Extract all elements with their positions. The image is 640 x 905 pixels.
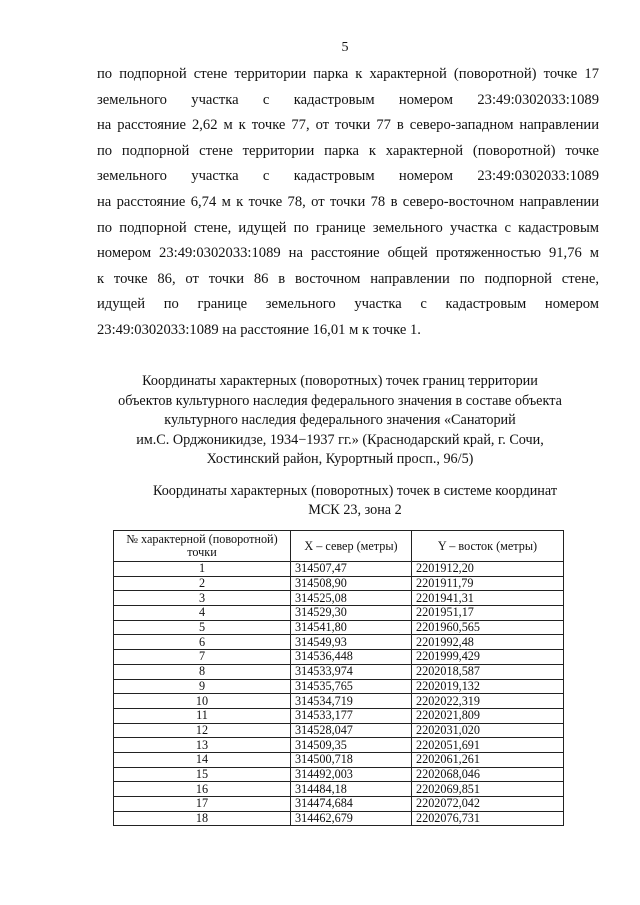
cell-y-east: 2201911,79 bbox=[412, 576, 564, 591]
cell-y-east: 2202072,042 bbox=[412, 797, 564, 812]
cell-point-number: 13 bbox=[114, 738, 291, 753]
cell-y-east: 2202019,132 bbox=[412, 679, 564, 694]
cell-x-north: 314462,679 bbox=[291, 811, 412, 826]
table-header-row bbox=[114, 531, 564, 562]
title-line: Координаты характерных (поворотных) точек границ территории bbox=[142, 373, 538, 389]
cell-y-east: 2202068,046 bbox=[412, 767, 564, 782]
cell-point-number: 17 bbox=[114, 797, 291, 812]
table-row bbox=[114, 723, 564, 738]
title-line: Хостинский район, Курортный просп., 96/5) bbox=[206, 451, 474, 468]
cell-x-north: 314533,177 bbox=[291, 708, 412, 723]
table-row bbox=[114, 562, 564, 577]
cell-x-north: 314509,35 bbox=[291, 738, 412, 753]
cell-y-east: 2202051,691 bbox=[412, 738, 564, 753]
body-line: к точке 86, от точки 86 в восточном направлении по подпорной стене, bbox=[97, 270, 599, 287]
cell-point-number: 10 bbox=[114, 694, 291, 709]
cell-point-number: 4 bbox=[114, 606, 291, 621]
body-paragraph bbox=[97, 62, 599, 344]
coordinates-table bbox=[113, 530, 564, 826]
cell-y-east: 2201992,48 bbox=[412, 635, 564, 650]
table-row bbox=[114, 811, 564, 826]
cell-x-north: 314500,718 bbox=[291, 752, 412, 767]
section-title bbox=[90, 372, 590, 470]
cell-y-east: 2202031,020 bbox=[412, 723, 564, 738]
table-row bbox=[114, 635, 564, 650]
cell-x-north: 314525,08 bbox=[291, 591, 412, 606]
title-line: культурного наследия федерального значения «Санаторий bbox=[164, 412, 516, 429]
cell-point-number: 3 bbox=[114, 591, 291, 606]
cell-y-east: 2201960,565 bbox=[412, 620, 564, 635]
body-line: земельного участка с кадастровым номером 23:49:0302033:1089 bbox=[97, 168, 599, 185]
table-caption bbox=[130, 482, 580, 520]
cell-x-north: 314528,047 bbox=[291, 723, 412, 738]
cell-x-north: 314536,448 bbox=[291, 650, 412, 665]
cell-point-number: 14 bbox=[114, 752, 291, 767]
cell-y-east: 2201912,20 bbox=[412, 562, 564, 577]
cell-x-north: 314507,47 bbox=[291, 562, 412, 577]
cell-x-north: 314541,80 bbox=[291, 620, 412, 635]
table-row bbox=[114, 679, 564, 694]
cell-y-east: 2202018,587 bbox=[412, 664, 564, 679]
table-row bbox=[114, 606, 564, 621]
table-row bbox=[114, 650, 564, 665]
table-row bbox=[114, 767, 564, 782]
table-row bbox=[114, 752, 564, 767]
cell-y-east: 2201941,31 bbox=[412, 591, 564, 606]
cell-y-east: 2202022,319 bbox=[412, 694, 564, 709]
cell-point-number: 7 bbox=[114, 650, 291, 665]
cell-x-north: 314533,974 bbox=[291, 664, 412, 679]
body-line: идущей по границе земельного участка с кадастровым номером bbox=[97, 296, 599, 313]
caption-line: МСК 23, зона 2 bbox=[308, 502, 402, 518]
cell-x-north: 314492,003 bbox=[291, 767, 412, 782]
body-line: на расстояние 2,62 м к точке 77, от точки 77 в северо-западном направлении bbox=[97, 117, 599, 134]
table-row bbox=[114, 797, 564, 812]
body-line: на расстояние 6,74 м к точке 78, от точки 78 в северо-восточном направлении bbox=[97, 193, 599, 210]
body-line: земельного участка с кадастровым номером 23:49:0302033:1089 bbox=[97, 91, 599, 108]
table-row bbox=[114, 708, 564, 723]
cell-y-east: 2202021,809 bbox=[412, 708, 564, 723]
title-line: им.С. Орджоникидзе, 1934−1937 гг.» (Краснодарский край, г. Сочи, bbox=[136, 431, 544, 448]
cell-point-number: 2 bbox=[114, 576, 291, 591]
body-line: по подпорной стене, идущей по границе земельного участка с кадастровым bbox=[97, 219, 599, 236]
cell-x-north: 314534,719 bbox=[291, 694, 412, 709]
cell-point-number: 18 bbox=[114, 811, 291, 826]
table-row bbox=[114, 782, 564, 797]
cell-x-north: 314484,18 bbox=[291, 782, 412, 797]
caption-line: Координаты характерных (поворотных) точек в системе координат bbox=[152, 483, 558, 499]
cell-x-north: 314549,93 bbox=[291, 635, 412, 650]
body-line: по подпорной стене территории парка к характерной (поворотной) точке bbox=[97, 142, 599, 159]
page-number: 5 bbox=[341, 40, 349, 55]
table-row bbox=[114, 738, 564, 753]
title-line: объектов культурного наследия федерального значения в составе объекта bbox=[118, 392, 562, 409]
header-point-number: № характерной (поворотной) точки bbox=[114, 531, 291, 562]
cell-x-north: 314535,765 bbox=[291, 679, 412, 694]
cell-point-number: 5 bbox=[114, 620, 291, 635]
cell-point-number: 11 bbox=[114, 708, 291, 723]
header-y-east: Y – восток (метры) bbox=[412, 531, 564, 562]
cell-x-north: 314474,684 bbox=[291, 797, 412, 812]
cell-y-east: 2202076,731 bbox=[412, 811, 564, 826]
header-x-north: X – север (метры) bbox=[291, 531, 412, 562]
table-row bbox=[114, 576, 564, 591]
table-row bbox=[114, 694, 564, 709]
body-line: 23:49:0302033:1089 на расстояние 16,01 м к точке 1. bbox=[97, 321, 421, 338]
cell-point-number: 6 bbox=[114, 635, 291, 650]
cell-y-east: 2201999,429 bbox=[412, 650, 564, 665]
table-row bbox=[114, 591, 564, 606]
cell-point-number: 1 bbox=[114, 562, 291, 577]
table-row bbox=[114, 620, 564, 635]
cell-x-north: 314508,90 bbox=[291, 576, 412, 591]
cell-x-north: 314529,30 bbox=[291, 606, 412, 621]
table-row bbox=[114, 664, 564, 679]
cell-y-east: 2202069,851 bbox=[412, 782, 564, 797]
body-line: номером 23:49:0302033:1089 на расстояние общей протяженностью 91,76 м bbox=[97, 245, 599, 262]
cell-point-number: 15 bbox=[114, 767, 291, 782]
cell-point-number: 9 bbox=[114, 679, 291, 694]
cell-y-east: 2201951,17 bbox=[412, 606, 564, 621]
cell-point-number: 16 bbox=[114, 782, 291, 797]
cell-y-east: 2202061,261 bbox=[412, 752, 564, 767]
cell-point-number: 12 bbox=[114, 723, 291, 738]
cell-point-number: 8 bbox=[114, 664, 291, 679]
body-line: по подпорной стене территории парка к характерной (поворотной) точке 17 bbox=[97, 66, 599, 82]
